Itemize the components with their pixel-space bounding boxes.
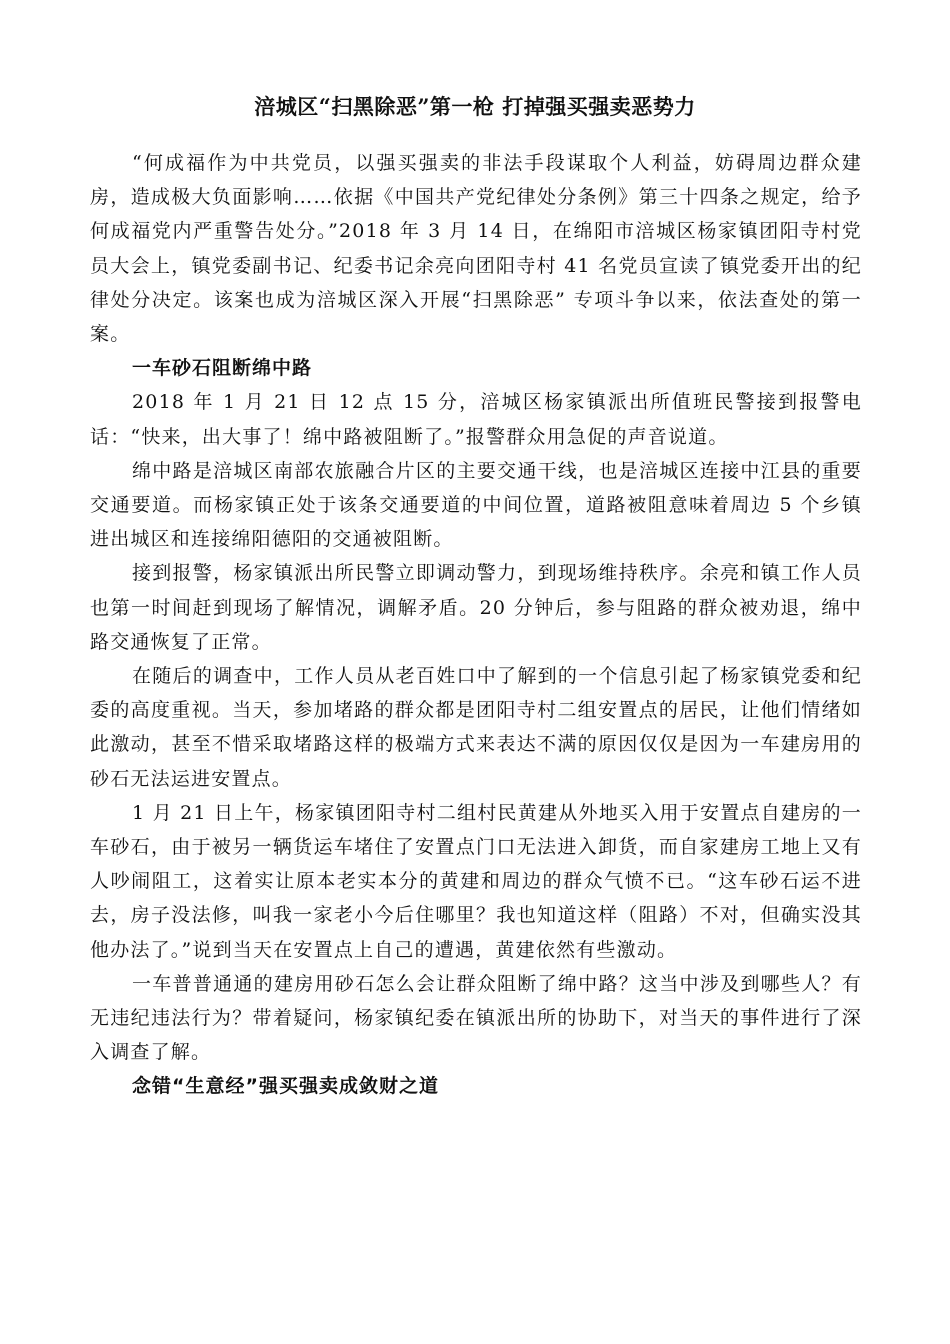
paragraph: 接到报警，杨家镇派出所民警立即调动警力，到现场维持秩序。余亮和镇工作人员也第一时间赶到现场了解情况，调解矛盾。20 分钟后，参与阻路的群众被劝退，绵中路交通恢复了正常。 bbox=[90, 562, 862, 653]
paragraph: 2018 年 1 月 21 日 12 点 15 分，涪城区杨家镇派出所值班民警接到报警电话：“快来，出大事了！绵中路被阻断了。”报警群众用急促的声音说道。 bbox=[90, 391, 862, 448]
section-heading: 念错“生意经”强买强卖成敛财之道 bbox=[132, 1075, 439, 1098]
paragraph: 1 月 21 日上午，杨家镇团阳寺村二组村民黄建从外地买入用于安置点自建房的一车砂石，由于被另一辆货运车堵住了安置点门口无法进入卸货，而自家建房工地上又有人吵闹阻工，这着实让原本老实本分的黄建和周边的群众气愤不已。“这车砂石运不进去，房子没法修，叫我一家老小今后住哪里？我也知道这样（阻路）不对，但确实没其他办法了。”说到当天在安置点上自己的遭遇，黄建依然有些激动。 bbox=[90, 801, 862, 961]
paragraph: 绵中路是涪城区南部农旅融合片区的主要交通干线，也是涪城区连接中江县的重要交通要道。而杨家镇正处于该条交通要道的中间位置，道路被阻意味着周边 5 个乡镇进出城区和连接绵阳德阳的交通被阻断。 bbox=[90, 459, 862, 551]
paragraph: 在随后的调查中，工作人员从老百姓口中了解到的一个信息引起了杨家镇党委和纪委的高度重视。当天，参加堵路的群众都是团阳寺村二组安置点的居民，让他们情绪如此激动，甚至不惜采取堵路这样的极端方式来表达不满的原因仅仅是因为一车建房用的砂石无法运进安置点。 bbox=[90, 665, 862, 790]
paragraph: “何成福作为中共党员，以强买强卖的非法手段谋取个人利益，妨碍周边群众建房，造成极大负面影响……依据《中国共产党纪律处分条例》第三十四条之规定，给予何成福党内严重警告处分。”2018 年 3 月 14 日，在绵阳市涪城区杨家镇团阳寺村党员大会上，镇党委副书记、纪委书记余亮向团阳寺村 41 名党员宣读了镇党委开出的纪律处分决定。该案也成为涪城区深入开展“扫黑除恶” 专项斗争以来，依法查处的第一案。 bbox=[90, 152, 862, 346]
paragraph: 一车普普通通的建房用砂石怎么会让群众阻断了绵中路？这当中涉及到哪些人？有无违纪违法行为？带着疑问，杨家镇纪委在镇派出所的协助下，对当天的事件进行了深入调查了解。 bbox=[90, 972, 862, 1064]
document-body bbox=[90, 146, 862, 1104]
document-title: 涪城区“扫黑除恶”第一枪 打掉强买强卖恶势力 bbox=[254, 94, 696, 119]
section-heading: 一车砂石阻断绵中路 bbox=[132, 357, 313, 380]
